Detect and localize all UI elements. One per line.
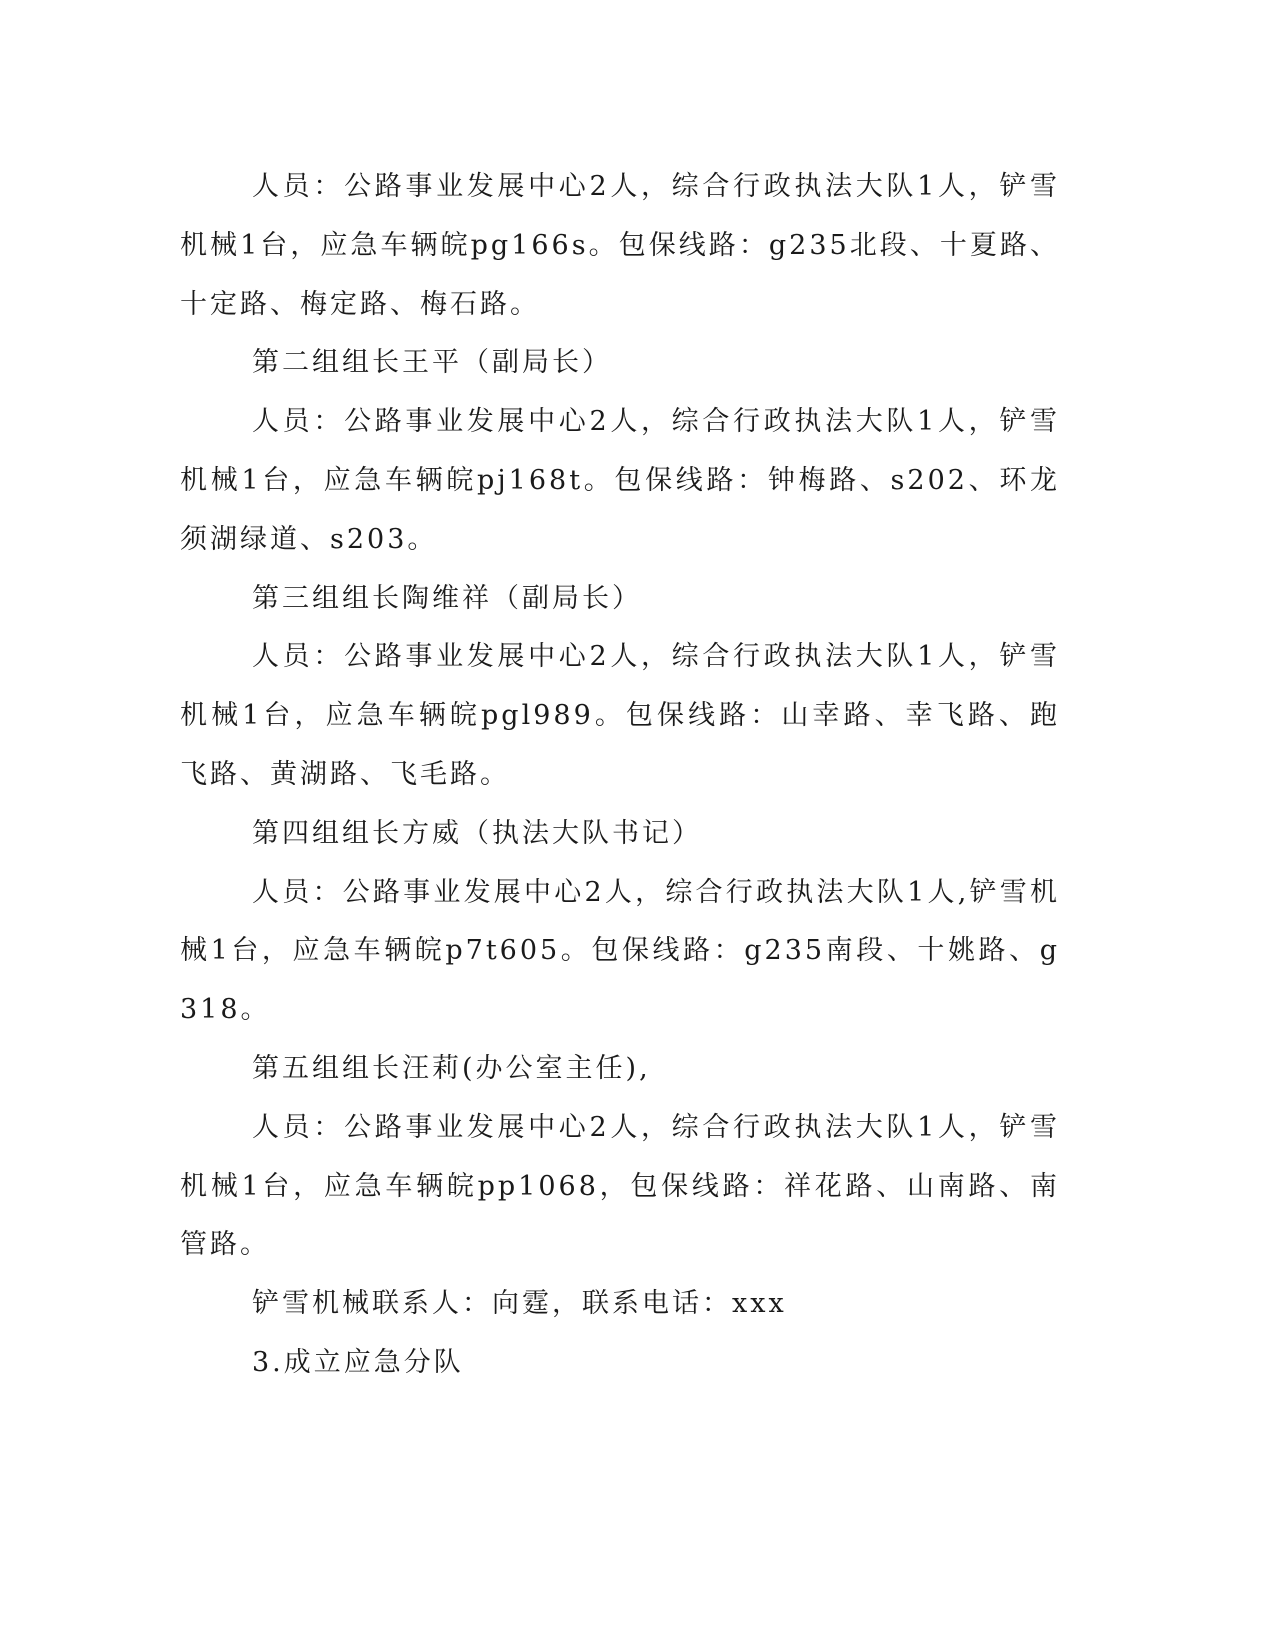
group-one-members-paragraph: 人员：公路事业发展中心2人，综合行政执法大队1人，铲雪机械1台，应急车辆皖pg166s。包保线路：g235北段、十夏路、十定路、梅定路、梅石路。 — [180, 171, 1060, 320]
snow-machinery-contact-line: 铲雪机械联系人：向霆，联系电话：xxx — [252, 1288, 787, 1320]
group-two-leader-heading: 第二组组长王平（副局长） — [252, 347, 612, 379]
group-three-leader-heading: 第三组组长陶维祥（副局长） — [252, 582, 642, 614]
group-four-members-paragraph: 人员：公路事业发展中心2人，综合行政执法大队1人,铲雪机械1台，应急车辆皖p7t605。包保线路：g235南段、十姚路、g318。 — [180, 876, 1060, 1026]
group-five-leader-heading: 第五组组长汪莉(办公室主任), — [252, 1052, 651, 1084]
group-three-members-paragraph: 人员：公路事业发展中心2人，综合行政执法大队1人，铲雪机械1台，应急车辆皖pgl989。包保线路：山幸路、幸飞路、跑飞路、黄湖路、飞毛路。 — [180, 641, 1060, 790]
document-body — [180, 158, 1060, 1393]
group-two-members-paragraph: 人员：公路事业发展中心2人，综合行政执法大队1人，铲雪机械1台，应急车辆皖pj168t。包保线路：钟梅路、s202、环龙须湖绿道、s203。 — [180, 406, 1060, 555]
section-heading-emergency-team: 3.成立应急分队 — [252, 1346, 464, 1378]
group-four-leader-heading: 第四组组长方威（执法大队书记） — [252, 817, 702, 849]
group-five-members-paragraph: 人员：公路事业发展中心2人，综合行政执法大队1人，铲雪机械1台，应急车辆皖pp1068，包保线路：祥花路、山南路、南管路。 — [180, 1111, 1060, 1261]
